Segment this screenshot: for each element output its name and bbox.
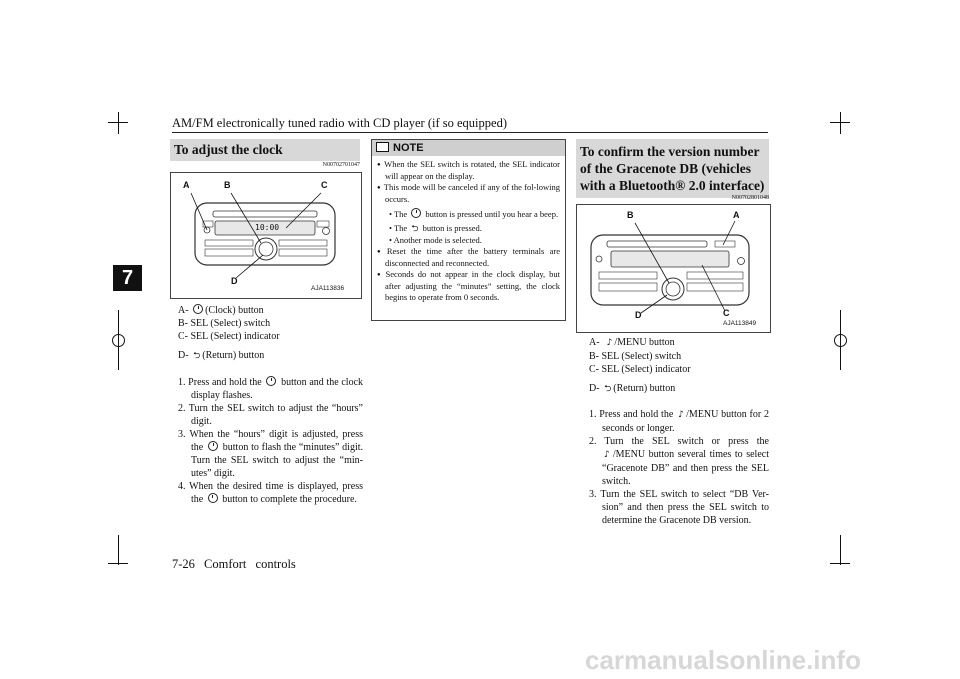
left-steps: [178, 376, 363, 506]
note-bullet: ● This mode will be canceled if any of the fol-lowing occurs.: [377, 182, 560, 205]
figure-label-d: D: [635, 310, 642, 320]
figure-label-a: A: [733, 210, 740, 220]
legend-c: C- SEL (Select) indicator: [589, 364, 691, 375]
note-title: NOTE: [372, 140, 565, 156]
footer-section: Comfort controls: [204, 557, 296, 571]
radio-illustration: [577, 205, 770, 332]
music-note-icon: ♪: [604, 450, 611, 460]
radio-figure: [576, 204, 771, 333]
step-2: 2. Turn the SEL switch or press the ♪ /MENU button several times to select “Gracenote DB” and then press the SEL switch.: [589, 436, 769, 487]
page-header: AM/FM electronically tuned radio with CD player (if so equipped): [172, 116, 507, 130]
music-note-icon: ♪: [678, 410, 685, 420]
right-legend: [589, 336, 779, 396]
legend-a: A- ♪ /MENU button: [589, 337, 675, 348]
figure-label-b: B: [224, 180, 231, 190]
figure-id: AJA113836: [311, 285, 345, 292]
figure-label-b: B: [627, 210, 634, 220]
note-subitem: • Another mode is selected.: [389, 235, 482, 245]
music-note-icon: ♪: [606, 338, 613, 348]
return-icon: ⮌: [193, 351, 201, 361]
page-footer: [172, 557, 296, 572]
section-code: N00702701047: [322, 162, 360, 168]
note-bullet: ● Reset the time after the battery terminals are disconnected and reconnected.: [377, 246, 560, 269]
legend-c: C- SEL (Select) indicator: [178, 331, 280, 342]
section-heading: To confirm the version number of the Gracenote DB (vehicles with a Bluetooth® 2.0 interface): [576, 139, 769, 198]
legend-a: A- (Clock) button: [178, 305, 264, 316]
figure-id: AJA113849: [723, 320, 757, 327]
section-code: N00702801048: [731, 195, 769, 201]
figure-label-c: C: [321, 180, 328, 190]
right-steps: [589, 408, 769, 527]
note-subitem: • The button is pressed until you hear a beep.: [389, 209, 559, 219]
radio-illustration: [171, 173, 361, 298]
clock-icon: [208, 441, 218, 451]
note-subitem: • The ⮌ button is pressed.: [389, 223, 482, 234]
registration-mark: [112, 334, 125, 347]
legend-b: B- SEL (Select) switch: [178, 318, 271, 329]
crop-mark: [840, 112, 841, 134]
clock-icon: [208, 493, 218, 503]
radio-figure: [170, 172, 362, 299]
legend-d: D- ⮌ (Return) button: [178, 350, 265, 361]
note-bullet: ● When the SEL switch is rotated, the SEL indicator will appear on the display.: [377, 159, 560, 182]
header-rule: [172, 132, 768, 133]
figure-label-c: C: [723, 308, 730, 318]
figure-label-a: A: [183, 180, 190, 190]
watermark: carmanualsonline.info: [585, 645, 861, 675]
step-1: 1. Press and hold the ♪ /MENU button for 2 seconds or longer.: [589, 409, 770, 434]
step-1: 1. Press and hold the button and the clock display flashes.: [178, 377, 364, 401]
crop-mark: [108, 563, 128, 564]
crop-mark: [830, 563, 850, 564]
return-icon: ⮌: [411, 224, 419, 234]
legend-b: B- SEL (Select) switch: [589, 351, 682, 362]
clock-icon: [411, 208, 421, 218]
figure-label-d: D: [231, 276, 238, 286]
clock-icon: [193, 304, 203, 314]
crop-mark: [830, 122, 850, 123]
crop-mark: [108, 122, 128, 123]
note-box: [371, 139, 566, 321]
chapter-tab: 7: [113, 265, 142, 291]
step-4: 4. When the desired time is displayed, press the button to complete the procedure.: [178, 481, 363, 505]
left-legend: [178, 304, 368, 363]
step-3: 3. When the “hours” digit is adjusted, press the button to flash the “minutes” digit. Turn the SEL switch to adjust the “min-utes” digit.: [178, 429, 364, 479]
clock-icon: [266, 376, 276, 386]
crop-mark: [118, 112, 119, 134]
legend-d: D- ⮌ (Return) button: [589, 383, 676, 394]
page-number: 7-26: [172, 557, 195, 571]
crop-mark: [840, 535, 841, 565]
step-2: 2. Turn the SEL switch to adjust the “hours” digit.: [178, 403, 363, 427]
section-heading: To adjust the clock: [170, 139, 360, 161]
clock-display-readout: 10:00: [255, 223, 280, 232]
registration-mark: [834, 334, 847, 347]
return-icon: ⮌: [604, 384, 612, 394]
note-icon: [376, 142, 389, 152]
step-3: 3. Turn the SEL switch to select “DB Ver-sion” and then press the SEL switch to determine the Gracenote DB version.: [589, 489, 769, 526]
crop-mark: [118, 535, 119, 565]
note-bullet: ● Seconds do not appear in the clock display, but after adjusting the “minutes” setting, the clock begins to operate from 0 seconds.: [377, 269, 560, 303]
